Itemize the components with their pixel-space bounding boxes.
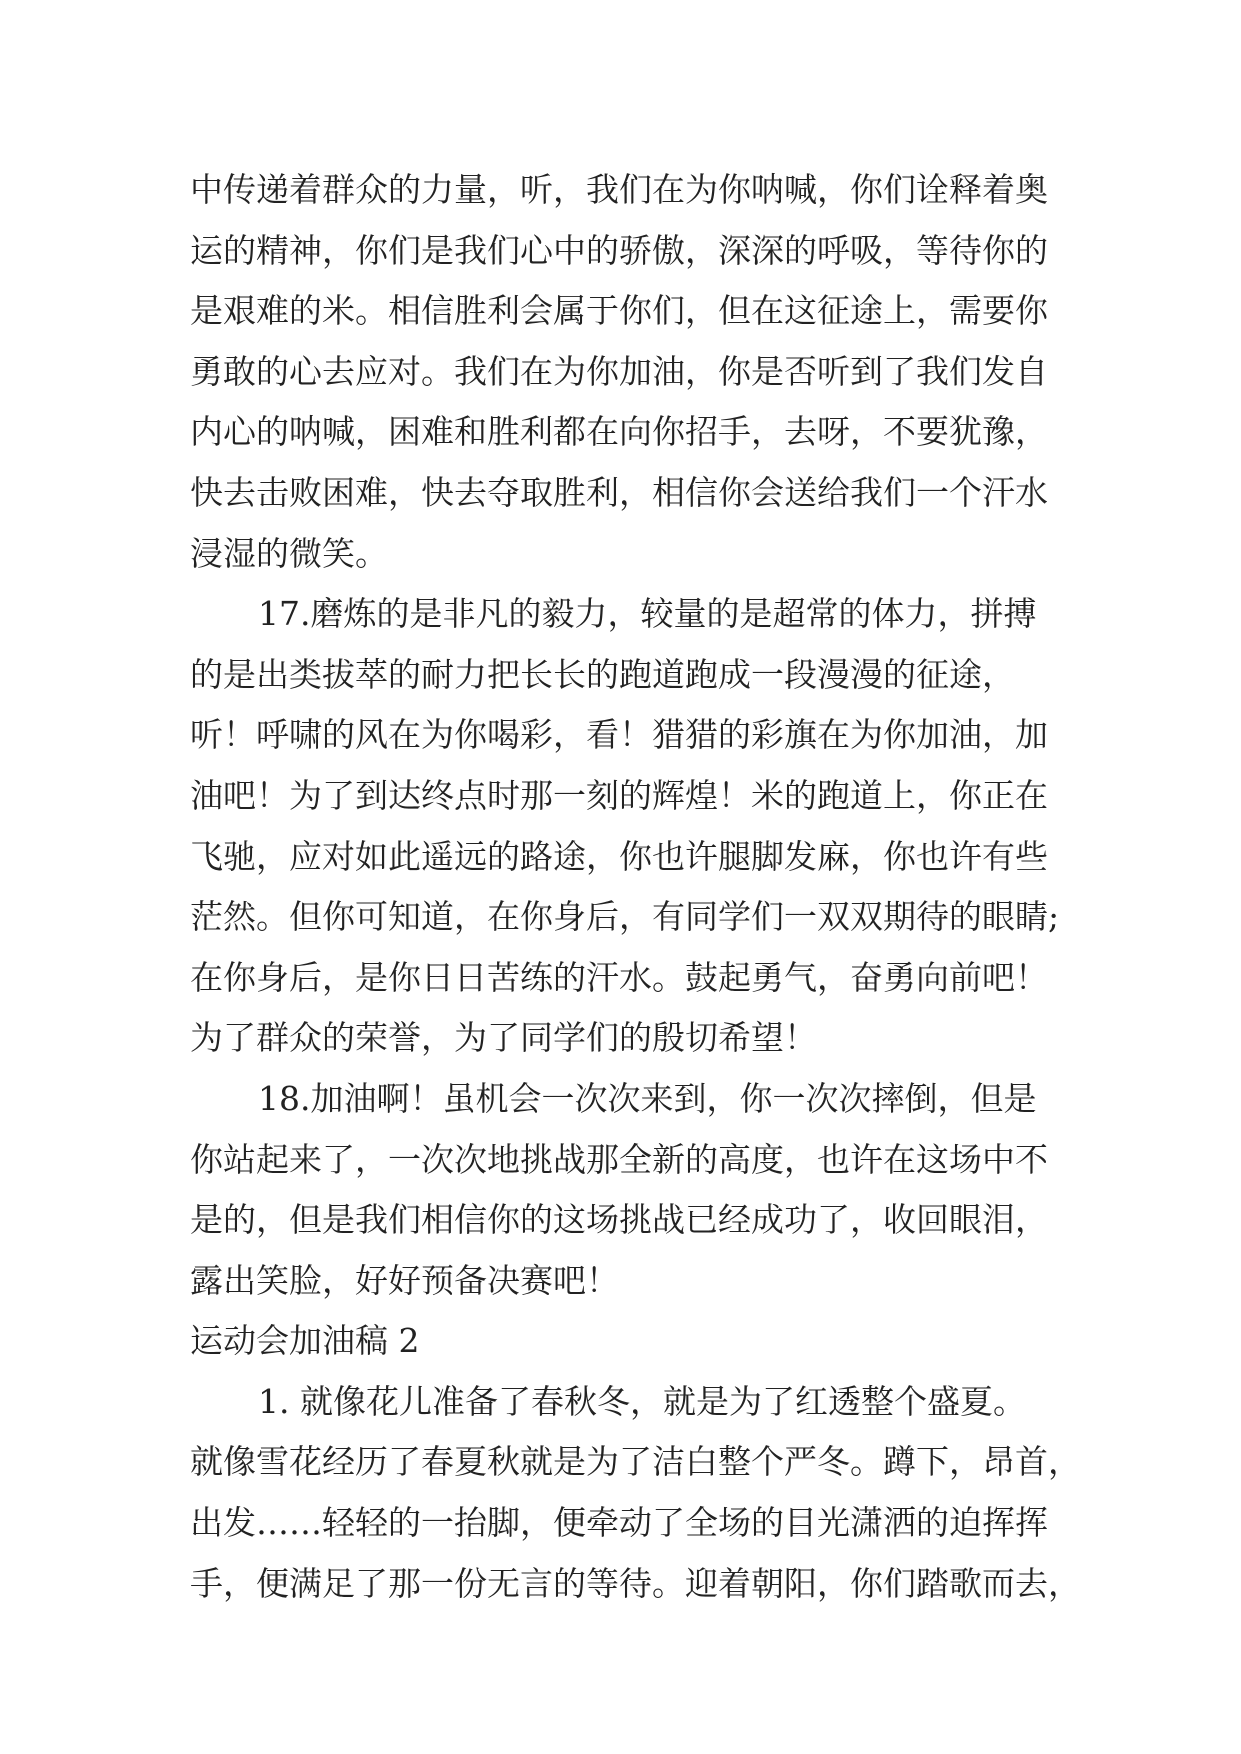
text-line: 油吧！为了到达终点时那一刻的辉煌！米的跑道上，你正在 [190, 775, 1048, 815]
text-line: 露出笑脸，好好预备决赛吧！ [190, 1260, 619, 1300]
text-line: 17.磨炼的是非凡的毅力，较量的是超常的体力，拼搏 [258, 594, 1037, 634]
text-line: 出发……轻轻的一抬脚，便牵动了全场的目光潇洒的迫挥挥 [190, 1503, 1048, 1543]
text-line: 是的，但是我们相信你的这场挑战已经成功了，收回眼泪， [190, 1200, 1048, 1240]
text-line: 运的精神，你们是我们心中的骄傲，深深的呼吸，等待你的 [190, 230, 1048, 270]
text-line: 听！呼啸的风在为你喝彩，看！猎猎的彩旗在为你加油，加 [190, 715, 1048, 755]
document-body [190, 160, 1081, 1614]
text-line: 1. 就像花儿准备了春秋冬，就是为了红透整个盛夏。 [258, 1381, 1026, 1421]
text-line: 中传递着群众的力量，听，我们在为你呐喊，你们诠释着奥 [190, 170, 1048, 209]
text-line: 就像雪花经历了春夏秋就是为了洁白整个严冬。蹲下，昂首， [190, 1442, 1081, 1482]
text-line: 运动会加油稿 2 [190, 1321, 420, 1361]
text-line: 手，便满足了那一份无言的等待。迎着朝阳，你们踏歌而去， [190, 1563, 1081, 1603]
text-line: 飞驰，应对如此遥远的路途，你也许腿脚发麻，你也许有些 [190, 836, 1048, 876]
text-line: 浸湿的微笑。 [190, 533, 388, 573]
text-line: 为了群众的荣誉，为了同学们的殷切希望！ [190, 1018, 817, 1058]
text-line: 勇敢的心去应对。我们在为你加油，你是否听到了我们发自 [190, 351, 1048, 391]
text-line: 快去击败困难，快去夺取胜利，相信你会送给我们一个汗水 [190, 472, 1048, 512]
text-line: 在你身后，是你日日苦练的汗水。鼓起勇气，奋勇向前吧！ [190, 957, 1048, 997]
text-line: 的是出类拔萃的耐力把长长的跑道跑成一段漫漫的征途， [190, 654, 1015, 694]
text-line: 是艰难的米。相信胜利会属于你们，但在这征途上，需要你 [190, 291, 1048, 331]
text-line: 内心的呐喊，困难和胜利都在向你招手，去呀，不要犹豫， [190, 412, 1048, 452]
text-line: 你站起来了，一次次地挑战那全新的高度，也许在这场中不 [190, 1139, 1048, 1179]
text-line: 茫然。但你可知道，在你身后，有同学们一双双期待的眼睛; [190, 897, 1060, 937]
text-line: 18.加油啊！虽机会一次次来到，你一次次摔倒，但是 [258, 1078, 1037, 1118]
